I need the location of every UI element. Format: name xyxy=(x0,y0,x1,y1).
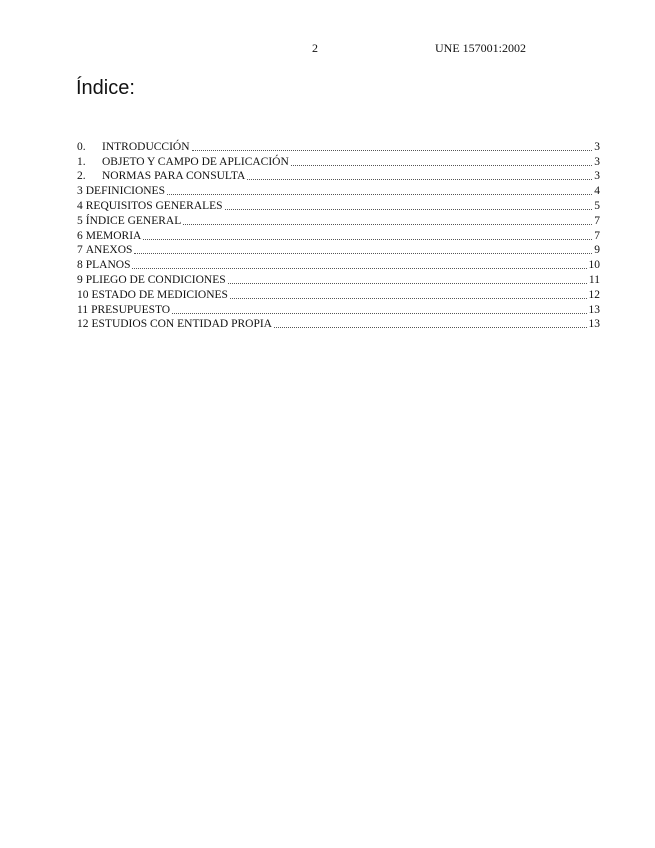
toc-entry-page: 13 xyxy=(588,303,600,316)
toc-dot-leader xyxy=(228,282,587,284)
toc-dot-leader xyxy=(134,252,592,254)
toc-dot-leader xyxy=(230,297,587,299)
toc-entry xyxy=(77,257,600,272)
table-of-contents xyxy=(77,139,600,331)
toc-entry-label: REQUISITOS GENERALES xyxy=(85,199,223,212)
toc-entry-number: 4 xyxy=(77,199,83,212)
toc-entry-number: 0. xyxy=(77,140,86,153)
toc-entry-label: ÍNDICE GENERAL xyxy=(85,214,182,227)
toc-dot-leader xyxy=(291,164,592,166)
toc-entry-number: 3 xyxy=(77,185,83,198)
toc-entry xyxy=(77,228,600,243)
toc-entry xyxy=(77,317,600,332)
toc-dot-leader xyxy=(225,208,593,210)
toc-entry xyxy=(77,272,600,287)
toc-entry-page: 7 xyxy=(594,214,600,227)
toc-entry-number: 1. xyxy=(77,155,86,168)
toc-entry-label: ESTADO DE MEDICIONES xyxy=(91,288,228,301)
toc-entry xyxy=(77,154,600,169)
toc-entry-number: 9 xyxy=(77,273,83,286)
toc-entry-number: 6 xyxy=(77,229,83,242)
toc-entry-page: 3 xyxy=(594,140,600,153)
toc-entry-label: ESTUDIOS CON ENTIDAD PROPIA xyxy=(91,318,272,331)
toc-entry-number: 5 xyxy=(77,214,83,227)
toc-dot-leader xyxy=(143,238,592,240)
toc-entry xyxy=(77,169,600,184)
toc-entry xyxy=(77,302,600,317)
toc-dot-leader xyxy=(172,312,586,314)
toc-entry-label: NORMAS PARA CONSULTA xyxy=(102,170,246,183)
toc-entry-label: DEFINICIONES xyxy=(85,185,165,198)
toc-entry-page: 3 xyxy=(594,155,600,168)
header-standard-code: UNE 157001:2002 xyxy=(435,41,526,55)
toc-entry-page: 4 xyxy=(594,185,600,198)
toc-entry xyxy=(77,139,600,154)
toc-dot-leader xyxy=(192,149,593,151)
toc-entry xyxy=(77,183,600,198)
toc-entry-label: PRESUPUESTO xyxy=(91,303,171,316)
toc-entry-page: 12 xyxy=(588,288,600,301)
toc-entry xyxy=(77,198,600,213)
toc-dot-leader xyxy=(132,267,586,269)
toc-entry-page: 10 xyxy=(588,259,600,272)
toc-entry-number: 10 xyxy=(77,288,89,301)
page-title: Índice: xyxy=(76,77,135,99)
toc-entry-number: 11 xyxy=(77,303,89,316)
toc-entry-label: PLANOS xyxy=(85,259,131,272)
toc-entry xyxy=(77,287,600,302)
toc-entry-number: 7 xyxy=(77,244,83,257)
toc-dot-leader xyxy=(167,193,592,195)
header-page-number: 2 xyxy=(312,41,318,55)
toc-entry xyxy=(77,213,600,228)
toc-entry-label: INTRODUCCIÓN xyxy=(102,140,190,153)
toc-entry-page: 13 xyxy=(588,318,600,331)
toc-entry-number: 2. xyxy=(77,170,86,183)
toc-entry-page: 7 xyxy=(594,229,600,242)
toc-entry-page: 5 xyxy=(594,199,600,212)
toc-entry-number: 8 xyxy=(77,259,83,272)
toc-entry-label: OBJETO Y CAMPO DE APLICACIÓN xyxy=(102,155,289,168)
toc-entry xyxy=(77,243,600,258)
toc-dot-leader xyxy=(183,223,592,225)
toc-entry-page: 11 xyxy=(588,273,600,286)
toc-entry-label: MEMORIA xyxy=(85,229,142,242)
toc-dot-leader xyxy=(247,178,592,180)
toc-entry-number: 12 xyxy=(77,318,89,331)
toc-entry-label: ANEXOS xyxy=(85,244,133,257)
toc-entry-page: 3 xyxy=(594,170,600,183)
toc-dot-leader xyxy=(274,326,587,328)
toc-entry-label: PLIEGO DE CONDICIONES xyxy=(85,273,226,286)
toc-entry-page: 9 xyxy=(594,244,600,257)
